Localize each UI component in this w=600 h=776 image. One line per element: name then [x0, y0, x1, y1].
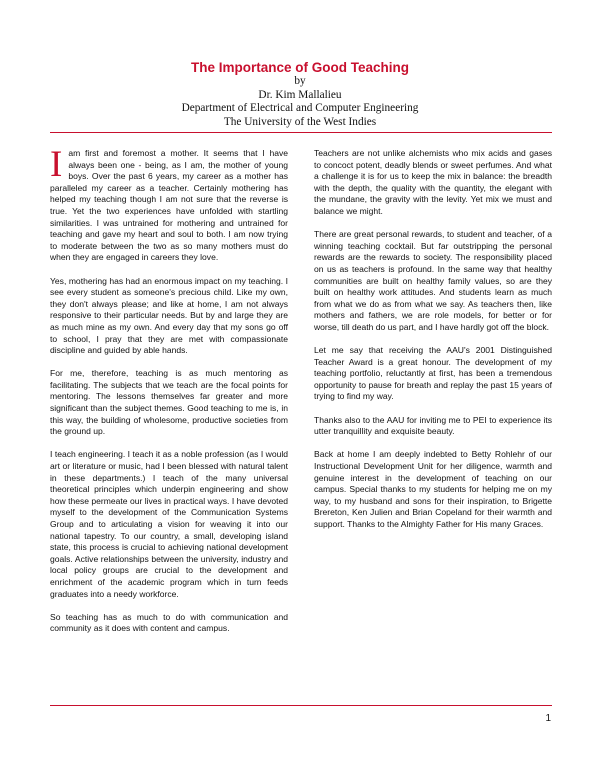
paragraph: So teaching has as much to do with communication and community as it does with content and campus. [50, 611, 288, 634]
author-name: Dr. Kim Mallalieu [258, 88, 342, 101]
top-divider [50, 132, 552, 133]
left-column [50, 144, 288, 647]
paragraph: Teachers are not unlike alchemists who mix acids and gases to concoct potent, deadly blends or sweet perfumes. And what a challenge it is for us to keep the mix in balance: the breadth with the depth, the quality with the quantity, the elegant with the mundane, the gravity with the levity. Yet mix we must and balance we might. [314, 148, 552, 216]
paragraph: For me, therefore, teaching is as much mentoring as facilitating. The subjects that we teach are the focal points for mentoring. The lessons themselves far greater and more significant than the subject themes. Good teaching to me is, in this way, the building of wholesome, productive societies from the ground up. [50, 368, 288, 437]
paragraph: Yes, mothering has had an enormous impact on my teaching. I see every student as someone's precious child. Like my own, they don't always please; and like at home, I am not always responsive to their particular needs. But by and large they are as much mine as my own. And every day that my sons go off to school, I pray that they are met with compassionate discipline and guided by able hands. [50, 275, 288, 356]
paragraph: Let me say that receiving the AAU's 2001 Distinguished Teacher Award is a great honour. The development of my teaching portfolio, reluctantly at first, has been a tremendous opportunity to pause for breath and replay the past 15 years of trying to find my way. [314, 345, 552, 402]
bottom-divider [50, 705, 552, 706]
paragraph: Back at home I am deeply indebted to Betty Rohlehr of our Instructional Development Unit for her diligence, warmth and genuine interest in the development of teaching on our campus. Special thanks to my students for helping me on my way, to my husband and sons for their inspiration, to Brigette Brereton, Ken Julien and Brian Copeland for their warmth and support. Thanks to the Almighty Father for His many Graces. [314, 449, 552, 529]
article-header [0, 60, 600, 129]
paragraph: I teach engineering. I teach it as a noble profession (as I would art or literature or music, had I been blessed with natural talent in these departments.) I teach of the many universal theoretical principles which underpin engineering and show how these permeate our lives in practical ways. I have devoted myself to the development of the Communication Systems Group and to articulating a vision for weaving it into our national tapestry. To our country, a small, developing island state, this process is crucial to achieving national development goals. Active relationships between the university, industry and local policy groups are crucial to the development and enrichment of the academic program which in turn feeds graduates into a needy workforce. [50, 449, 288, 599]
drop-cap: I [50, 144, 63, 185]
article-title: The Importance of Good Teaching [190, 60, 409, 75]
paragraph-text: am first and foremost a mother. It seems that I have always been one - being, as I am, the mother of young boys. Over the past 6 years, my career as a mother has paralleled my career as a teacher. Certainly mothering has helped my teaching though I am not sure that the reverse is true. Yet the two experiences have unfolded with startling similarities. I was untrained for mothering and untrained for teaching and gave my heart and soul to both. I am now trying to moderate between the two as so many mothers must do when they are engaged in careers they love. [50, 148, 288, 263]
university: The University of the West Indies [223, 115, 377, 128]
department: Department of Electrical and Computer Engineering [181, 102, 419, 114]
paragraph: There are great personal rewards, to student and teacher, of a winning teaching cocktail. But far outstripping the personal rewards are the rewards to society. The responsibility placed on us as teachers is profound. In the same way that healthy communities are built on healthy family values, so are they built on healthy work attitudes. And students learn as much from what we do as from what we say. As teachers then, like mothers and fathers, we are role models, for better or for worse, till death do us part, and I have hardly got off the block. [314, 229, 552, 332]
byline: by [294, 75, 306, 87]
page-number: 1 [545, 713, 551, 724]
paragraph [50, 144, 288, 264]
paragraph: Thanks also to the AAU for inviting me to PEI to experience its utter tranquillity and exquisite beauty. [314, 414, 552, 437]
right-column [314, 148, 552, 542]
